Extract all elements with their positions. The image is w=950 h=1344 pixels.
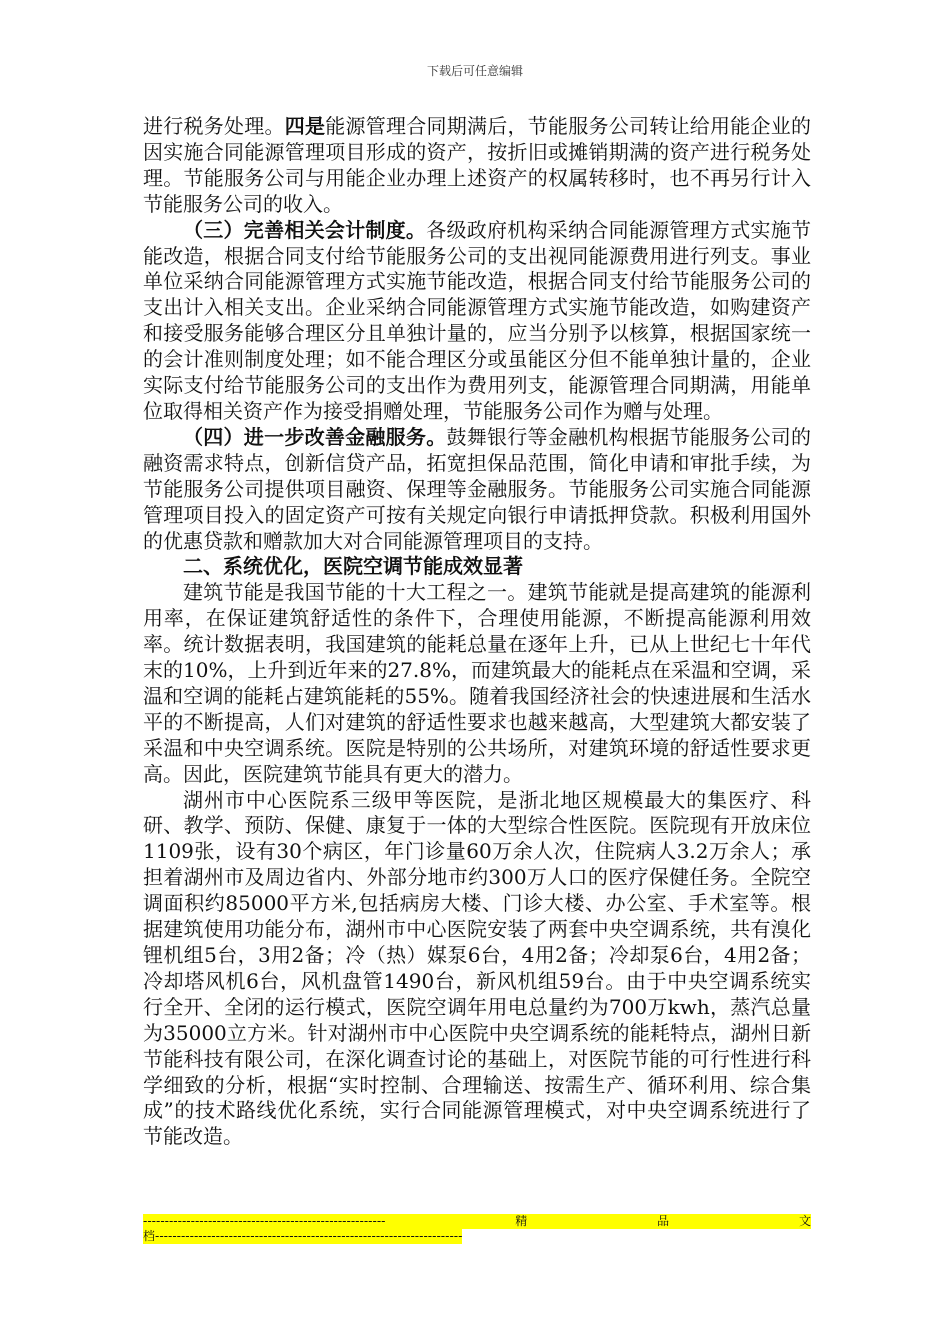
paragraph-building-energy: 建筑节能是我国节能的十大工程之一。建筑节能就是提高建筑的能源利用率，在保证建筑舒适性的条件下，合理使用能源，不断提高能源利用效率。统计数据表明，我国建筑的能耗总量在逐年上升，已从上世纪七十年代末的10%，上升到近年来的27.8%，而建筑最大的能耗点在采温和空调，采温和空调的能耗占建筑能耗的55%。随着我国经济社会的快速进展和生活水平的不断提高，人们对建筑的舒适性要求也越来越高，大型建筑大都安装了采温和中央空调系统。医院是特别的公共场所，对建筑环境的舒适性要求更高。因此，医院建筑节能具有更大的潜力。: [143, 580, 811, 786]
paragraph-text: 各级政府机构采纳合同能源管理方式实施节能改造，根据合同支付给节能服务公司的支出视同能源费用进行列支。事业单位采纳合同能源管理方式实施节能改造，根据合同支付给节能服务公司的支出计入相关支出。企业采纳合同能源管理方式实施节能改造，如购建资产和接受服务能够合理区分且单独计量的，应当分别予以核算，根据国家统一的会计准则制度处理；如不能合理区分或虽能区分但不能单独计量的，企业实际支付给节能服务公司的支出作为费用列支，能源管理合同期满，用能单位取得相关资产作为接受捐赠处理，节能服务公司作为赠与处理。: [143, 217, 812, 423]
footer-word: 精: [515, 1214, 528, 1228]
section-heading-2: 二、系统优化，医院空调节能成效显著: [183, 554, 523, 579]
page-footer: [143, 1214, 811, 1244]
paragraph-text: 能源管理合同期满后，节能服务公司转让给用能企业的因实施合同能源管理项目形成的资产，按折旧或摊销期满的资产进行税务处理。节能服务公司与用能企业办理上述资产的权属转移时，也不再另行计入节能服务公司的收入。: [143, 114, 811, 216]
footer-word: 文: [798, 1214, 811, 1228]
document-body: [143, 114, 811, 1150]
section-heading-4: （四）进一步改善金融服务。: [183, 424, 447, 449]
paragraph-hospital: 湖州市中心医院系三级甲等医院，是浙北地区规模最大的集医疗、科研、教学、预防、保健、康复于一体的大型综合性医院。医院现有开放床位1109张，设有30个病区，年门诊量60万余人次，住院病人3.2万余人；承担着湖州市及周边省内、外部分地市约300万人口的医疗保健任务。全院空调面积约85000平方米,包括病房大楼、门诊大楼、办公室、手术室等。根据建筑使用功能分布，湖州市中心医院安装了两套中央空调系统，共有溴化锂机组5台，3用2备；冷（热）媒泵6台，4用2备；冷却泵6台，4用2备；冷却塔风机6台，风机盘管1490台，新风机组59台。由于中央空调系统实行全开、全闭的运行模式，医院空调年用电总量约为700万kwh，蒸汽总量为35000立方米。针对湖州市中心医院中央空调系统的能耗特点，湖州日新节能科技有限公司，在深化调查讨论的基础上，对医院节能的可行性进行科学细致的分析，根据“实时控制、合理输送、按需生产、循环利用、综合集成”的技术路线优化系统，实行合同能源管理模式，对中央空调系统进行了节能改造。: [143, 787, 811, 1149]
footer-dashes: --------------------------------------------------------: [143, 1214, 386, 1228]
footer-line: [143, 1214, 811, 1229]
footer-line-2: 档-----------------------------------------------------------------------: [143, 1229, 463, 1243]
paragraph-tax: [143, 114, 811, 218]
paragraph-accounting: [143, 218, 811, 425]
paragraph-text: 鼓舞银行等金融机构根据节能服务公司的融资需求特点，创新信贷产品，拓宽担保品范围，简化申请和审批手续，为节能服务公司提供项目融资、保理等金融服务。节能服务公司实施合同能源管理项目投入的固定资产可按有关规定向银行申请抵押贷款。积极利用国外的优惠贷款和赠款加大对合同能源管理项目的支持。: [143, 424, 812, 553]
paragraph-finance: [143, 425, 811, 555]
section-heading-3: （三）完善相关会计制度。: [183, 217, 427, 242]
footer-word: 品: [657, 1214, 670, 1228]
page-header: 下载后可任意编辑: [426, 64, 523, 78]
paragraph-text: 进行税务处理。: [143, 114, 285, 138]
paragraph-bold-lead: 四是: [284, 114, 326, 138]
